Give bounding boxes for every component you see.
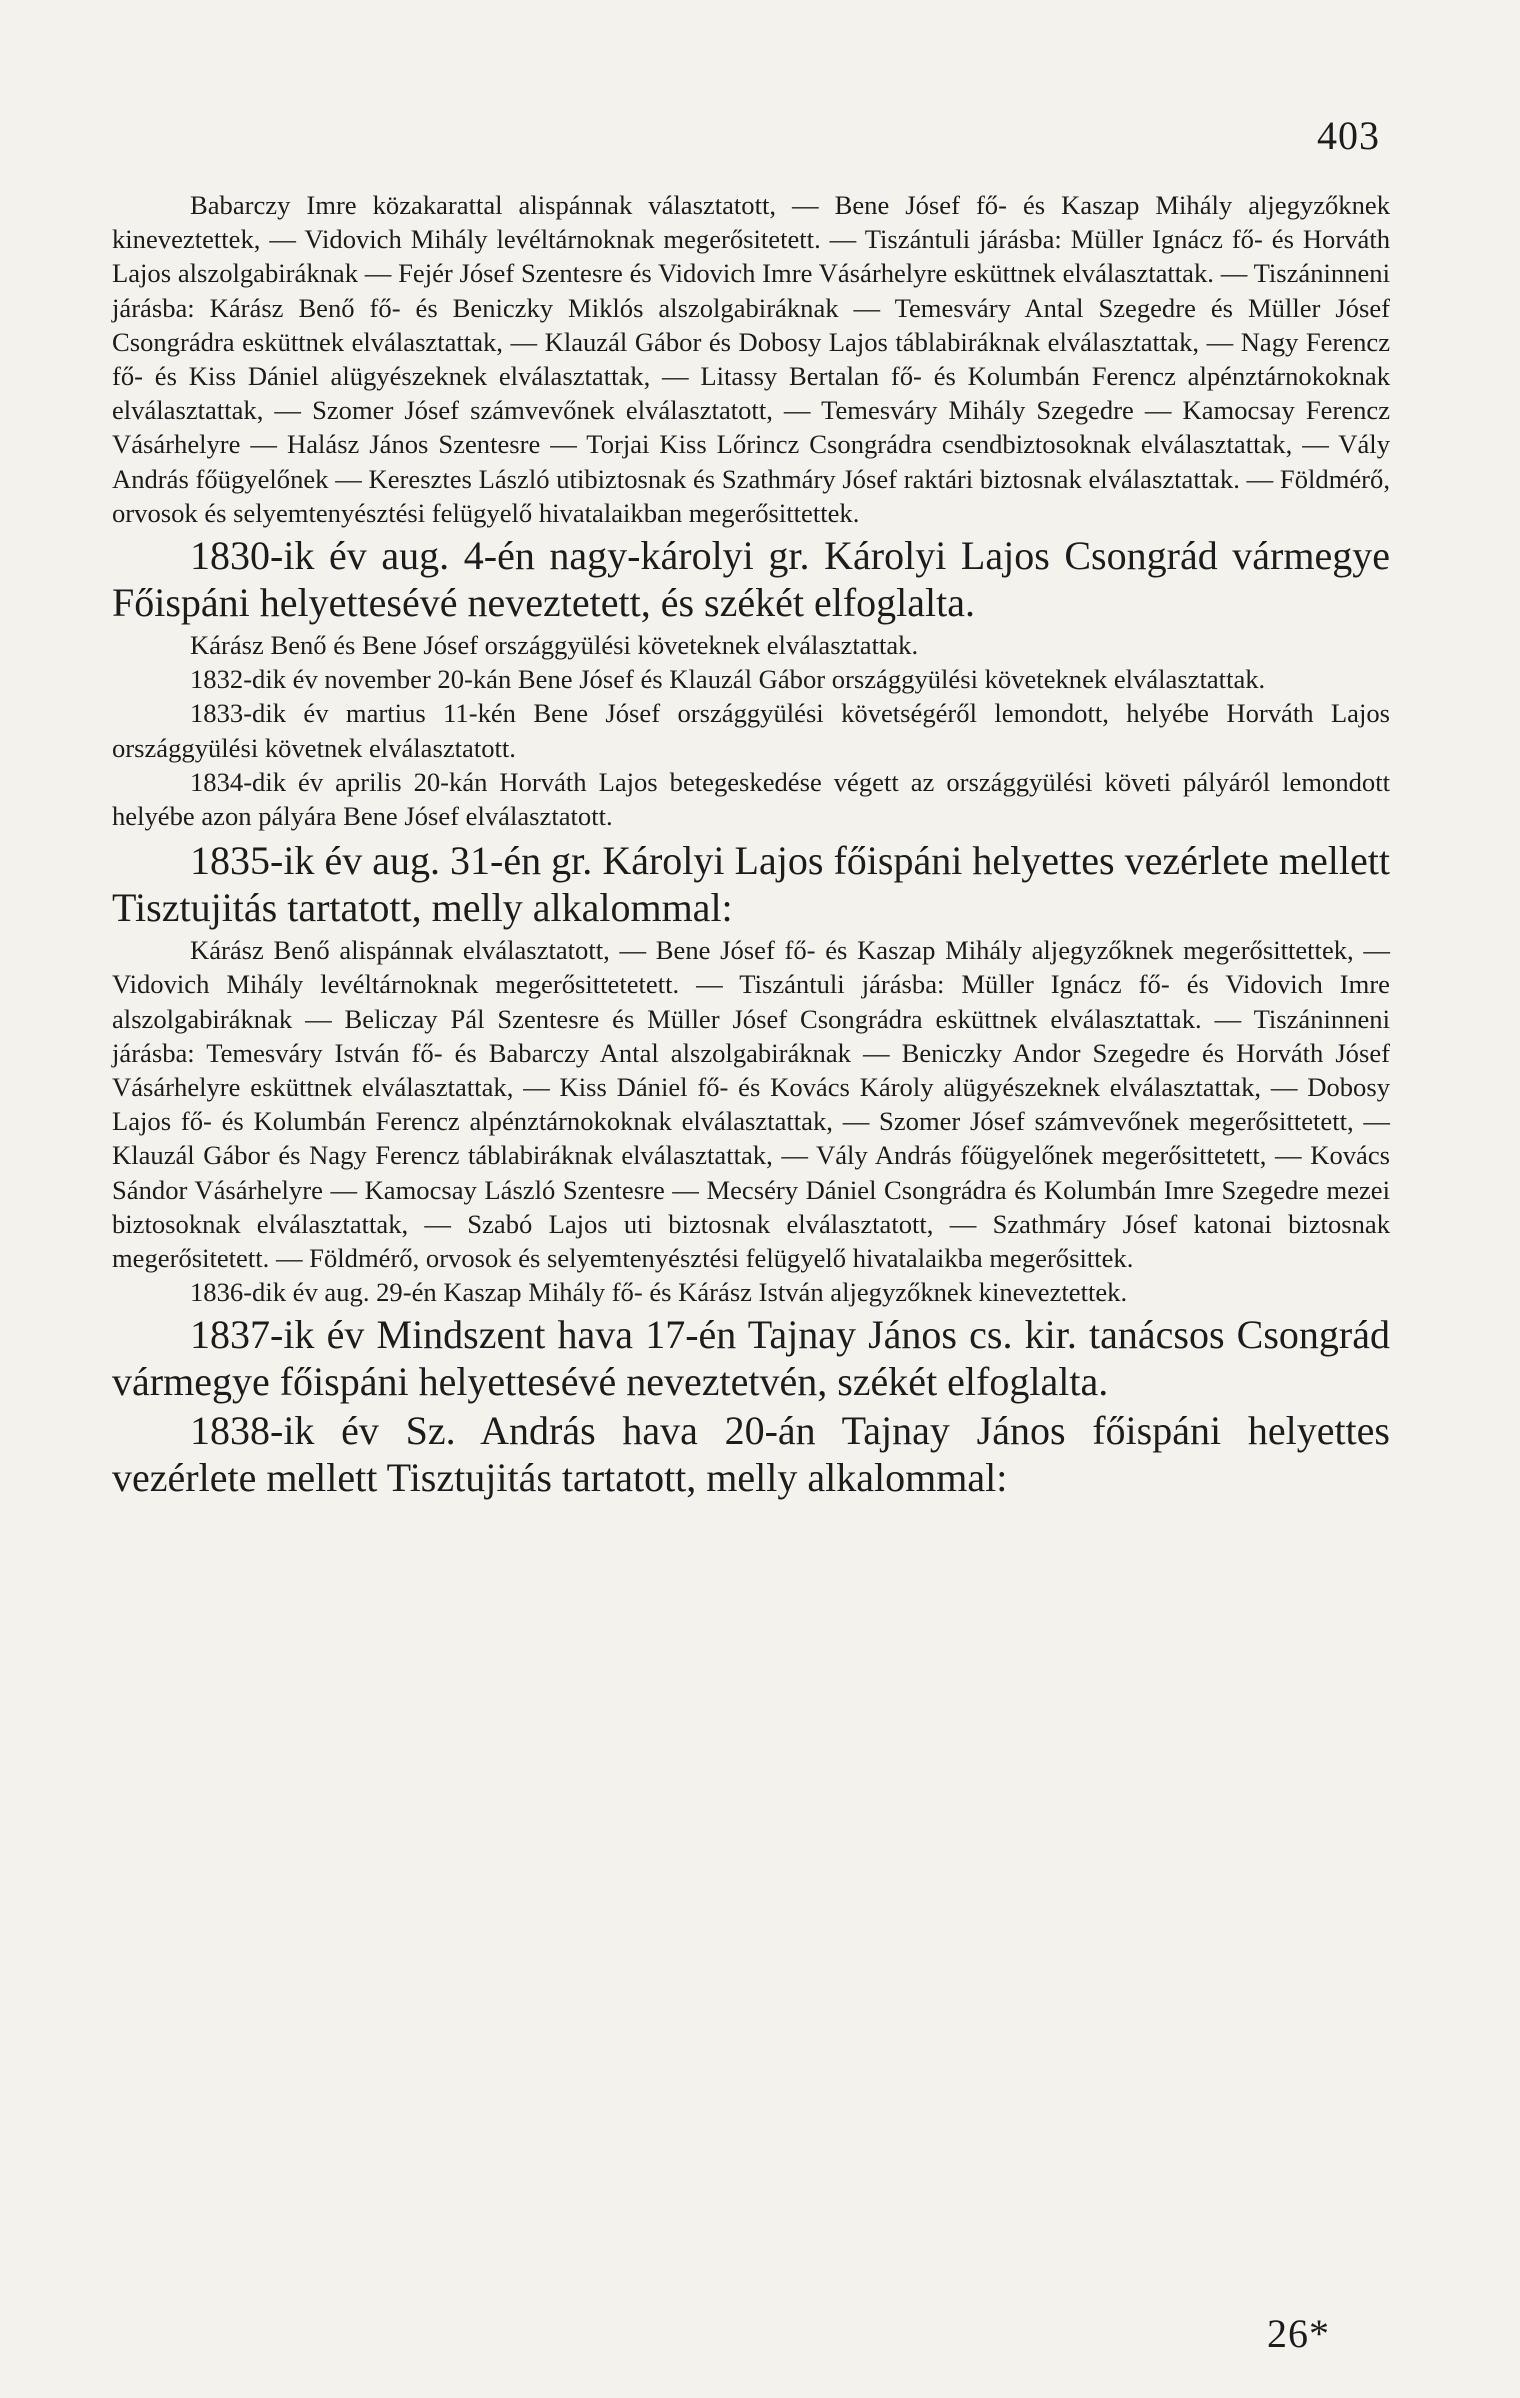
paragraph: 1832-dik év november 20-kán Bene Jósef és Klauzál Gábor országgyülési követeknek elválasztattak. bbox=[190, 664, 1266, 695]
paragraph: 1835-ik év aug. 31-én gr. Károlyi Lajos főispáni helyettes vezérlete mellett Tisztujitás tartatott, melly alkalommal: bbox=[112, 838, 1390, 931]
paragraph: Babarczy Imre közakarattal alispánnak választatott, — Bene Jósef fő- és Kaszap Mihály aljegyzőknek kineveztettek, — Vidovich Mihály levéltárnoknak megerősitetett. — Tiszántuli járásba: Müller Ignácz fő- és Horváth Lajos alszolgabiráknak — Fejér Jósef Szentesre és Vidovich Imre Vásárhelyre esküttnek elválasztattak. — Tiszáninneni járásba: Kárász Benő fő- és Beniczky Miklós alszolgabiráknak — Temesváry Antal Szegedre és Müller Jósef Csongrádra esküttnek elválasztattak, — Klauzál Gábor és Dobosy Lajos táblabiráknak elválasztattak, — Nagy Ferencz fő- és Kiss Dániel alügyészeknek elválasztattak, — Litassy Bertalan fő- és Kolumbán Ferencz alpénztárnokoknak elválasztattak, — Szomer Jósef számvevőnek elválasztatott, — Temesváry Mihály Szegedre — Kamocsay Ferencz Vásárhelyre — Halász János Szentesre — Torjai Kiss Lőrincz Csongrádra csendbiztosoknak elválasztattak, — Vály András főügyelőnek — Keresztes László utibiztosnak és Szathmáry Jósef raktári biztosnak elválasztattak. — Földmérő, orvosok és selyemtenyésztési felügyelő hivatalaikban megerősittettek. bbox=[112, 190, 1390, 528]
body-text bbox=[112, 188, 1390, 1503]
paragraph: 1833-dik év martius 11-kén Bene Jósef országgyülési követségéről lemondott, helyébe Horváth Lajos országgyülési követnek elválasztatott. bbox=[112, 698, 1390, 763]
paragraph: 1837-ik év Mindszent hava 17-én Tajnay János cs. kir. tanácsos Csongrád vármegye főispáni helyettesévé neveztetvén, székét elfoglalta. bbox=[112, 1312, 1390, 1405]
signature-mark: 26* bbox=[1267, 2311, 1330, 2356]
paragraph: Kárász Benő és Bene Jósef országgyülési követeknek elválasztattak. bbox=[190, 630, 919, 661]
paragraph: 1834-dik év aprilis 20-kán Horváth Lajos betegeskedése végett az országgyülési követi pályáról lemondott helyébe azon pályára Bene Jósef elválasztatott. bbox=[112, 766, 1390, 832]
paragraph: 1838-ik év Sz. András hava 20-án Tajnay János főispáni helyettes vezérlete mellett Tisztujitás tartatott, melly alkalommal: bbox=[112, 1408, 1390, 1501]
paragraph: Kárász Benő alispánnak elválasztatott, — Bene Jósef fő- és Kaszap Mihály aljegyzőknek megerősittettek, — Vidovich Mihály levéltárnoknak megerősittetetett. — Tiszántuli járásba: Müller Ignácz fő- és Vidovich Imre alszolgabiráknak — Beliczay Pál Szentesre és Müller Jósef Csongrádra esküttnek elválasztattak. — Tiszáninneni járásba: Temesváry István fő- és Babarczy Antal alszolgabiráknak — Beniczky Andor Szegedre és Horváth Jósef Vásárhelyre esküttnek elválasztattak, — Kiss Dániel fő- és Kovács Károly alügyészeknek elválasztattak, — Dobosy Lajos fő- és Kolumbán Ferencz alpénztárnokoknak elválasztattak, — Szomer Jósef számvevőnek megerősittetett, — Klauzál Gábor és Nagy Ferencz táblabiráknak elválasztattak, — Vály András főügyelőnek megerősittetett, — Kovács Sándor Vásárhelyre — Kamocsay László Szentesre — Mecséry Dániel Csongrádra és Kolumbán Imre Szegedre mezei biztosoknak elválasztattak, — Szabó Lajos uti biztosnak elválasztatott, — Szathmáry Jósef katonai biztosnak megerősitetett. — Földmérő, orvosok és selyemtenyésztési felügyelő hivatalaikba megerősittek. bbox=[112, 935, 1390, 1274]
page-number: 403 bbox=[1317, 113, 1380, 158]
paragraph: 1830-ik év aug. 4-én nagy-károlyi gr. Károlyi Lajos Csongrád vármegye Főispáni helyettesévé neveztetett, és székét elfoglalta. bbox=[112, 533, 1390, 626]
paragraph: 1836-dik év aug. 29-én Kaszap Mihály fő- és Kárász István aljegyzőknek kineveztettek. bbox=[190, 1277, 1128, 1308]
